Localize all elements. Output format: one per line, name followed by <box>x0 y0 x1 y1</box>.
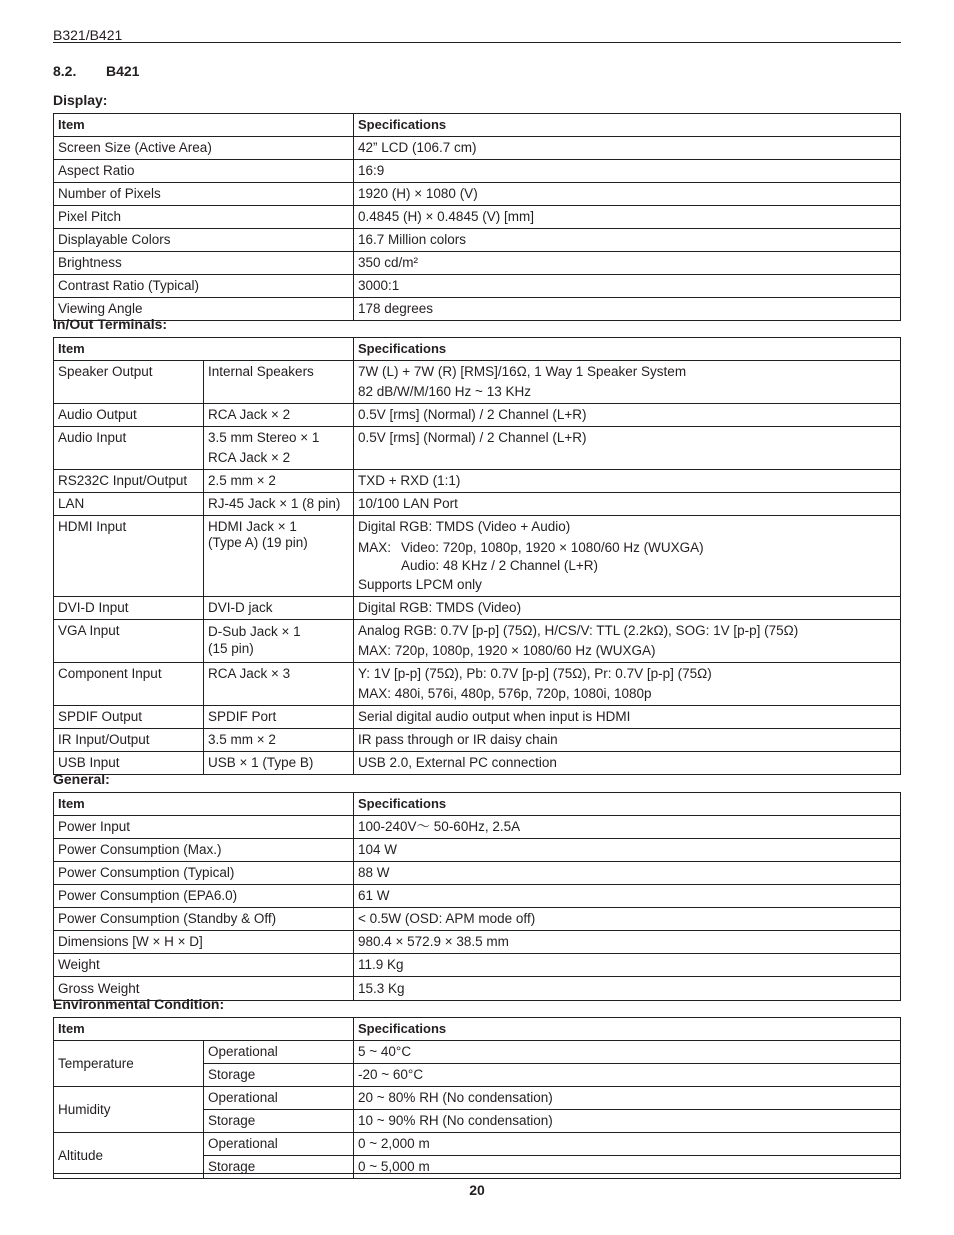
row-connector: RCA Jack × 3 <box>204 663 354 706</box>
row-item: Contrast Ratio (Typical) <box>54 275 354 298</box>
row-item: LAN <box>54 493 204 516</box>
row-item: Brightness <box>54 252 354 275</box>
document-header: B321/B421 <box>53 27 123 43</box>
row-spec: TXD + RXD (1:1) <box>354 470 901 493</box>
row-spec: < 0.5W (OSD: APM mode off) <box>354 908 901 931</box>
row-item: Speaker Output <box>54 361 204 404</box>
header-rule <box>53 42 901 43</box>
table-row <box>54 470 901 493</box>
row-connector: RCA Jack × 2 <box>204 404 354 427</box>
row-connector: DVI-D jack <box>204 597 354 620</box>
row-spec: 10/100 LAN Port <box>354 493 901 516</box>
header-spec: Specifications <box>354 1018 901 1041</box>
table-row <box>54 1087 901 1110</box>
row-item: DVI-D Input <box>54 597 204 620</box>
row-item: Power Consumption (Standby & Off) <box>54 908 354 931</box>
section-title: B421 <box>106 63 140 79</box>
row-connector: 3.5 mm × 2 <box>204 729 354 752</box>
row-spec: 61 W <box>354 885 901 908</box>
table-row <box>54 404 901 427</box>
row-connector: Internal Speakers <box>204 361 354 404</box>
table-row <box>54 752 901 775</box>
row-condition: Storage <box>204 1110 354 1133</box>
row-item: Humidity <box>54 1087 204 1133</box>
row-condition: Operational <box>204 1041 354 1064</box>
table-row <box>54 908 901 931</box>
header-item: Item <box>54 338 354 361</box>
row-item: Power Consumption (EPA6.0) <box>54 885 354 908</box>
row-item: Power Consumption (Max.) <box>54 839 354 862</box>
table-row <box>54 516 901 597</box>
header-item: Item <box>54 114 354 137</box>
io-heading: In/Out Terminals: <box>53 316 168 332</box>
row-spec: Analog RGB: 0.7V [p-p] (75Ω), H/CS/V: TTL (2.2kΩ), SOG: 1V [p-p] (75Ω) MAX: 720p, 1080p, 1920 × 1080/60 Hz (WUXGA) <box>354 620 901 663</box>
row-item: Aspect Ratio <box>54 160 354 183</box>
row-spec: USB 2.0, External PC connection <box>354 752 901 775</box>
table-header-row <box>54 793 901 816</box>
row-item: Audio Output <box>54 404 204 427</box>
env-table <box>53 1017 901 1179</box>
table-row <box>54 839 901 862</box>
env-heading: Environmental Condition: <box>53 996 225 1012</box>
row-spec: Serial digital audio output when input is HDMI <box>354 706 901 729</box>
row-item: Viewing Angle <box>54 298 354 321</box>
table-row <box>54 620 901 663</box>
table-row <box>54 663 901 706</box>
row-spec: 20 ~ 80% RH (No condensation) <box>354 1087 901 1110</box>
page-number: 20 <box>469 1182 485 1198</box>
table-row <box>54 160 901 183</box>
row-connector: D-Sub Jack × 1 (15 pin) <box>204 620 354 663</box>
table-header-row <box>54 1018 901 1041</box>
row-spec: 5 ~ 40°C <box>354 1041 901 1064</box>
row-item: Gross Weight <box>54 977 354 1001</box>
row-connector: HDMI Jack × 1 (Type A) (19 pin) <box>204 516 354 597</box>
header-item: Item <box>54 1018 354 1041</box>
row-item: Weight <box>54 954 354 977</box>
row-connector: RJ-45 Jack × 1 (8 pin) <box>204 493 354 516</box>
row-item: IR Input/Output <box>54 729 204 752</box>
row-spec: 16:9 <box>354 160 901 183</box>
row-spec: 10 ~ 90% RH (No condensation) <box>354 1110 901 1133</box>
table-row <box>54 493 901 516</box>
row-spec: 7W (L) + 7W (R) [RMS]/16Ω, 1 Way 1 Speaker System 82 dB/W/M/160 Hz ~ 13 KHz <box>354 361 901 404</box>
row-item: USB Input <box>54 752 204 775</box>
row-item: Dimensions [W × H × D] <box>54 931 354 954</box>
row-spec: 100-240V〜 50-60Hz, 2.5A <box>354 816 901 839</box>
header-spec: Specifications <box>354 793 901 816</box>
row-condition: Operational <box>204 1087 354 1110</box>
io-table <box>53 337 901 775</box>
table-row <box>54 954 901 977</box>
table-row <box>54 862 901 885</box>
row-connector: 2.5 mm × 2 <box>204 470 354 493</box>
row-condition: Storage <box>204 1156 354 1179</box>
table-row <box>54 361 901 404</box>
row-condition: Operational <box>204 1133 354 1156</box>
row-spec: 15.3 Kg <box>354 977 901 1001</box>
table-row <box>54 729 901 752</box>
table-row <box>54 1041 901 1064</box>
table-row <box>54 427 901 470</box>
table-row <box>54 931 901 954</box>
row-item: VGA Input <box>54 620 204 663</box>
row-spec: 11.9 Kg <box>354 954 901 977</box>
table-row <box>54 252 901 275</box>
table-row <box>54 1133 901 1156</box>
general-table <box>53 792 901 1001</box>
row-item: Altitude <box>54 1133 204 1179</box>
row-spec: 3000:1 <box>354 275 901 298</box>
row-spec: 42” LCD (106.7 cm) <box>354 137 901 160</box>
row-item: Power Input <box>54 816 354 839</box>
row-item: Power Consumption (Typical) <box>54 862 354 885</box>
table-row <box>54 706 901 729</box>
table-row <box>54 298 901 321</box>
row-spec: 0 ~ 2,000 m <box>354 1133 901 1156</box>
row-spec: 104 W <box>354 839 901 862</box>
display-table <box>53 113 901 321</box>
row-spec: 1920 (H) × 1080 (V) <box>354 183 901 206</box>
row-connector: USB × 1 (Type B) <box>204 752 354 775</box>
row-item: Temperature <box>54 1041 204 1087</box>
row-item: Screen Size (Active Area) <box>54 137 354 160</box>
footer-rule <box>53 1173 901 1174</box>
section-number: 8.2. <box>53 63 77 79</box>
row-spec: 0.5V [rms] (Normal) / 2 Channel (L+R) <box>354 404 901 427</box>
row-spec: Y: 1V [p-p] (75Ω), Pb: 0.7V [p-p] (75Ω), Pr: 0.7V [p-p] (75Ω) MAX: 480i, 576i, 480p, 576p, 720p, 1080i, 1080p <box>354 663 901 706</box>
row-spec: 16.7 Million colors <box>354 229 901 252</box>
table-row <box>54 206 901 229</box>
row-spec: 178 degrees <box>354 298 901 321</box>
row-spec: 0.4845 (H) × 0.4845 (V) [mm] <box>354 206 901 229</box>
table-header-row <box>54 338 901 361</box>
row-item: RS232C Input/Output <box>54 470 204 493</box>
row-item: Number of Pixels <box>54 183 354 206</box>
row-item: Pixel Pitch <box>54 206 354 229</box>
row-spec: 980.4 × 572.9 × 38.5 mm <box>354 931 901 954</box>
row-spec: 350 cd/m² <box>354 252 901 275</box>
table-row <box>54 137 901 160</box>
display-heading: Display: <box>53 92 108 108</box>
row-connector: SPDIF Port <box>204 706 354 729</box>
row-spec: 88 W <box>354 862 901 885</box>
table-row <box>54 885 901 908</box>
row-item: HDMI Input <box>54 516 204 597</box>
row-spec: Digital RGB: TMDS (Video + Audio) MAX: Video: 720p, 1080p, 1920 × 1080/60 Hz (WUXGA) Audio: 48 KHz / 2 Channel (L+R) Supports LPCM only <box>354 516 901 597</box>
row-item: SPDIF Output <box>54 706 204 729</box>
row-condition: Storage <box>204 1064 354 1087</box>
row-spec: 0.5V [rms] (Normal) / 2 Channel (L+R) <box>354 427 901 470</box>
row-spec: IR pass through or IR daisy chain <box>354 729 901 752</box>
section-heading <box>53 63 139 79</box>
table-row <box>54 597 901 620</box>
table-header-row <box>54 114 901 137</box>
header-spec: Specifications <box>354 338 901 361</box>
table-row <box>54 183 901 206</box>
row-item: Displayable Colors <box>54 229 354 252</box>
table-row <box>54 816 901 839</box>
row-item: Component Input <box>54 663 204 706</box>
row-spec: Digital RGB: TMDS (Video) <box>354 597 901 620</box>
header-spec: Specifications <box>354 114 901 137</box>
general-heading: General: <box>53 771 110 787</box>
row-spec: 0 ~ 5,000 m <box>354 1156 901 1179</box>
row-spec: -20 ~ 60°C <box>354 1064 901 1087</box>
header-item: Item <box>54 793 354 816</box>
row-item: Audio Input <box>54 427 204 470</box>
table-row <box>54 275 901 298</box>
table-row <box>54 229 901 252</box>
row-connector: 3.5 mm Stereo × 1 RCA Jack × 2 <box>204 427 354 470</box>
